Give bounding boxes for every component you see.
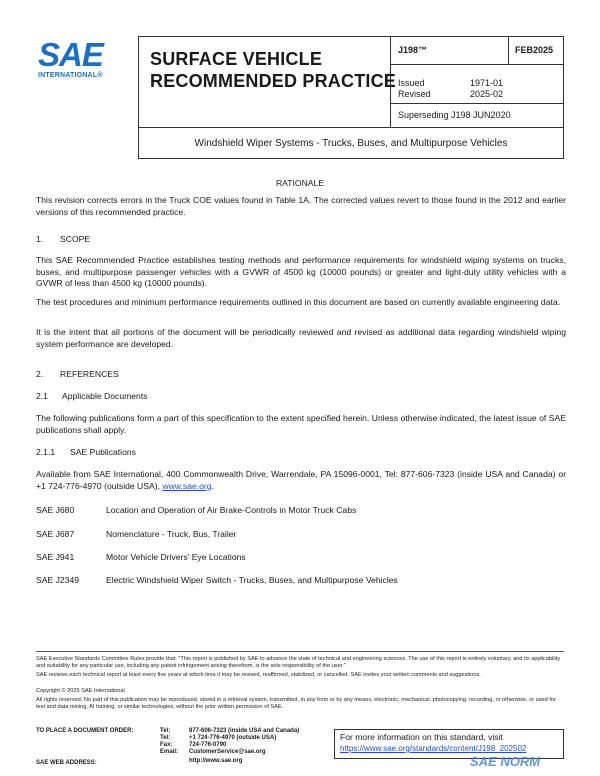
contact-value: 724-776-0790 [189, 742, 227, 748]
standard-url-link[interactable]: https://www.sae.org/standards/content/J198_202502 [340, 744, 527, 753]
footer-divider [36, 651, 564, 652]
publication-code: SAE J680 [36, 505, 75, 515]
section-heading-sae-publications [36, 447, 136, 457]
web-address-label: SAE WEB ADDRESS: [36, 760, 97, 766]
section-heading-applicable-documents [36, 391, 148, 401]
copyright-line: Copyright © 2025 SAE International [36, 688, 125, 694]
sae-publications-text: Available from SAE International, 400 Commonwealth Drive, Warrendale, PA 15096-0001, Tel: 877-606-7323 (inside USA and Canada) or +1 724-776-4970 (outside USA), [36, 469, 566, 491]
scope-paragraph-3: It is the intent that all portions of the document will be periodically reviewed and revised as additional data regarding windshield wiping system performance are developed. [36, 327, 566, 349]
doc-type-title [150, 48, 396, 92]
sae-logo-subtitle: INTERNATIONAL® [38, 72, 103, 79]
issued-value: 1971-01 [470, 78, 504, 88]
doc-date: FEB2025 [515, 45, 554, 55]
section-number: 2.1.1 [36, 447, 56, 457]
publication-code: SAE J2349 [36, 575, 79, 585]
revised-label: Revised [398, 89, 431, 99]
scope-paragraph-2: The test procedures and minimum performance requirements outlined in this document are based on currently available engineering data. [36, 297, 561, 307]
section-heading-references [36, 369, 119, 379]
contact-label: Fax: [160, 742, 173, 748]
order-label: TO PLACE A DOCUMENT ORDER: [36, 728, 134, 734]
doc-number: J198™ [398, 45, 428, 55]
document-title: Windshield Wiper Systems - Trucks, Buses, and Multipurpose Vehicles [194, 138, 508, 149]
sae-publications-paragraph [36, 469, 566, 492]
divider [391, 103, 564, 104]
publication-title: Location and Operation of Air Brake-Controls in Motor Truck Cabs [106, 505, 357, 515]
section-number: 1. [36, 234, 44, 244]
contact-label: Email: [160, 749, 179, 755]
contact-value: +1 724-776-4970 (outside USA) [189, 735, 277, 741]
publication-code: SAE J687 [36, 529, 75, 539]
sae-website-link[interactable]: www.sae.org [162, 480, 212, 491]
sae-logo: SAE [38, 36, 103, 73]
section-title: REFERENCES [60, 369, 119, 379]
section-title: SCOPE [60, 234, 91, 244]
doc-type-line2: RECOMMENDED PRACTICE [150, 71, 397, 91]
section-heading-scope [36, 234, 90, 244]
publication-title: Electric Windshield Wiper Switch - Trucks, Buses, and Multipurpose Vehicles [106, 575, 398, 585]
applicable-documents-paragraph: The following publications form a part of this specification to the extent specified herein. Unless otherwise indicated, the latest issue of SAE publications shall apply. [36, 413, 566, 435]
doc-type-line1: SURFACE VEHICLE [150, 49, 323, 69]
contact-email[interactable]: CustomerService@sae.org [189, 749, 266, 755]
publication-code: SAE J941 [36, 552, 75, 562]
rationale-heading: RATIONALE [275, 178, 325, 188]
rationale-text: This revision corrects errors in the Truck COE values found in Table 1A. The corrected values revert to those found in the 2012 and earlier versions of this recommended practice. [36, 195, 566, 217]
revised-value: 2025-02 [470, 89, 504, 99]
sentence-end: . [211, 480, 214, 491]
section-number: 2.1 [36, 391, 48, 401]
rights-note: All rights reserved. No part of this publication may be reproduced, stored in a retrieval system, transmitted, in any form or by any means, electronic, mechanical, photocopying, recording, or otherwise, or used for text and data mining, AI training, or similar technologies, without the prior written permission of SAE. [36, 697, 556, 711]
superseding-note: Superseding J198 JUN2020 [398, 110, 511, 120]
contact-label: Tel: [160, 735, 171, 741]
scope-paragraph-1: This SAE Recommended Practice establishes testing methods and performance requirements for windshield wiping systems on trucks, buses, and multipurpose passenger vehicles with a GVWR of 4500 kg (10000 pounds) or greater and light-duty utility vehicles with a GVWR of less than 4500 kg (10000 pounds). [36, 255, 566, 288]
divider [508, 36, 509, 64]
contact-value: 877-606-7323 (inside USA and Canada) [189, 728, 300, 734]
publication-title: Nomenclature - Truck, Bus, Trailer [106, 529, 237, 539]
section-title: SAE Publications [70, 447, 136, 457]
web-address-link[interactable]: http://www.sae.org [189, 758, 243, 764]
issued-label: Issued [398, 78, 425, 88]
watermark: SAE NORM [470, 754, 541, 769]
committee-rules-note: SAE Executive Standards Committee Rules provide that: "This report is published by SAE to advance the state of technical and engineering sciences. The use of this report is entirely voluntary, and its applicability and suitability for any particular use, including any patent infringement arising therefrom, is the sole responsibility of the user." [36, 656, 561, 670]
divider [391, 64, 564, 65]
section-number: 2. [36, 369, 44, 379]
review-note: SAE reviews each technical report at least every five years at which time it may be revised, reaffirmed, stabilized, or cancelled. SAE invites your written comments and suggestions. [36, 672, 481, 678]
section-title: Applicable Documents [62, 391, 148, 401]
publication-title: Motor Vehicle Drivers' Eye Locations [106, 552, 246, 562]
more-info-heading: For more information on this standard, visit [340, 732, 503, 742]
contact-label: Tel: [160, 728, 171, 734]
